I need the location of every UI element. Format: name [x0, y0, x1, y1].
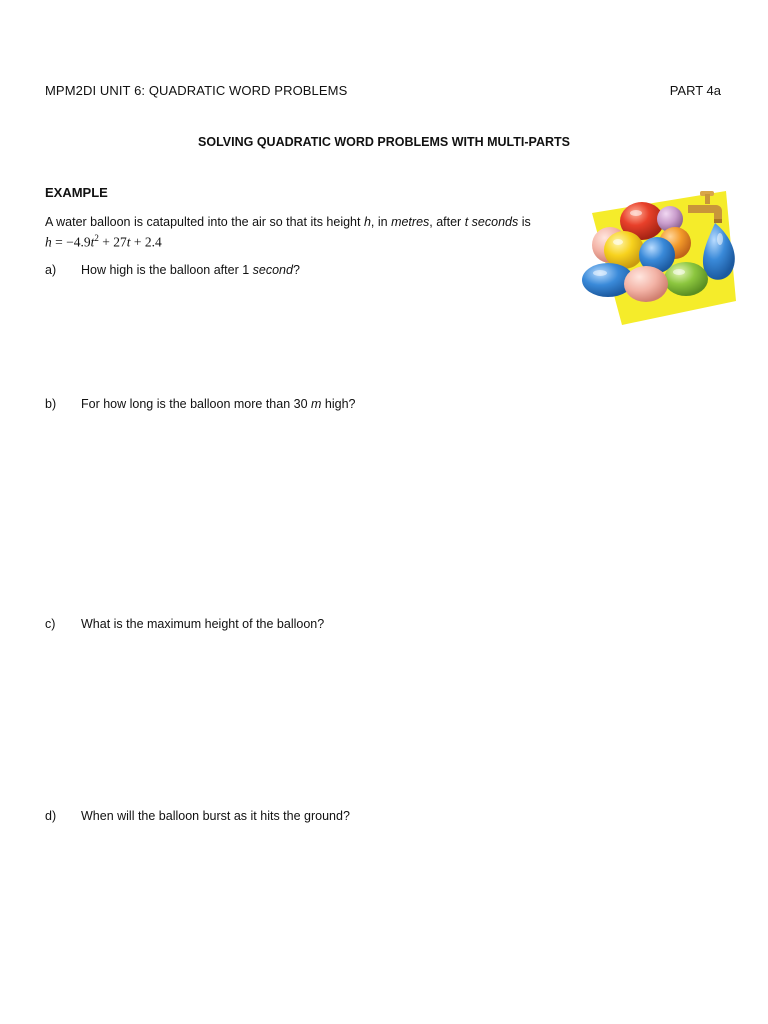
- question-text: How high is the balloon after 1: [81, 263, 253, 277]
- intro-text-5: is: [518, 215, 531, 229]
- part-label: PART 4a: [669, 83, 721, 98]
- eq-coef: = −4.9: [51, 234, 91, 250]
- question-b: [45, 397, 355, 411]
- question-text: What is the maximum height of the balloon?: [81, 617, 325, 631]
- question-text-end: ?: [292, 263, 300, 277]
- example-heading: EXAMPLE: [45, 185, 108, 200]
- eq-constant: + 2.4: [130, 234, 162, 250]
- unit-metres: metres: [391, 215, 430, 229]
- problem-statement: [45, 215, 531, 229]
- var-h: h: [363, 215, 371, 229]
- eq-exponent: 2: [94, 233, 99, 243]
- question-text: For how long is the balloon more than 30: [81, 397, 311, 411]
- question-a: [45, 263, 300, 277]
- question-emphasis: second: [252, 263, 293, 277]
- question-letter: d): [45, 809, 57, 823]
- intro-text-3: , after: [429, 215, 465, 229]
- intro-text-1: A water balloon is catapulted into the air so that its height: [45, 215, 364, 229]
- question-text: When will the balloon burst as it hits the ground?: [81, 809, 350, 823]
- eq-t2: t: [126, 234, 131, 250]
- unit-seconds: seconds: [471, 215, 519, 229]
- eq-linear: + 27: [98, 234, 127, 250]
- intro-text-2: , in: [370, 215, 392, 229]
- water-balloons-clipart: [580, 183, 740, 328]
- question-letter: a): [45, 263, 57, 277]
- question-emphasis: m: [311, 397, 322, 411]
- question-letter: c): [45, 617, 56, 631]
- page-title: SOLVING QUADRATIC WORD PROBLEMS WITH MULTI-PARTS: [198, 135, 570, 149]
- question-c: [45, 617, 324, 631]
- var-t: t: [464, 215, 469, 229]
- question-text-end: high?: [321, 397, 356, 411]
- eq-t1: t: [90, 234, 95, 250]
- eq-lhs: h: [45, 234, 52, 250]
- height-equation: [45, 233, 162, 251]
- question-d: [45, 809, 350, 823]
- course-header: MPM2DI UNIT 6: QUADRATIC WORD PROBLEMS: [45, 83, 348, 98]
- question-letter: b): [45, 397, 57, 411]
